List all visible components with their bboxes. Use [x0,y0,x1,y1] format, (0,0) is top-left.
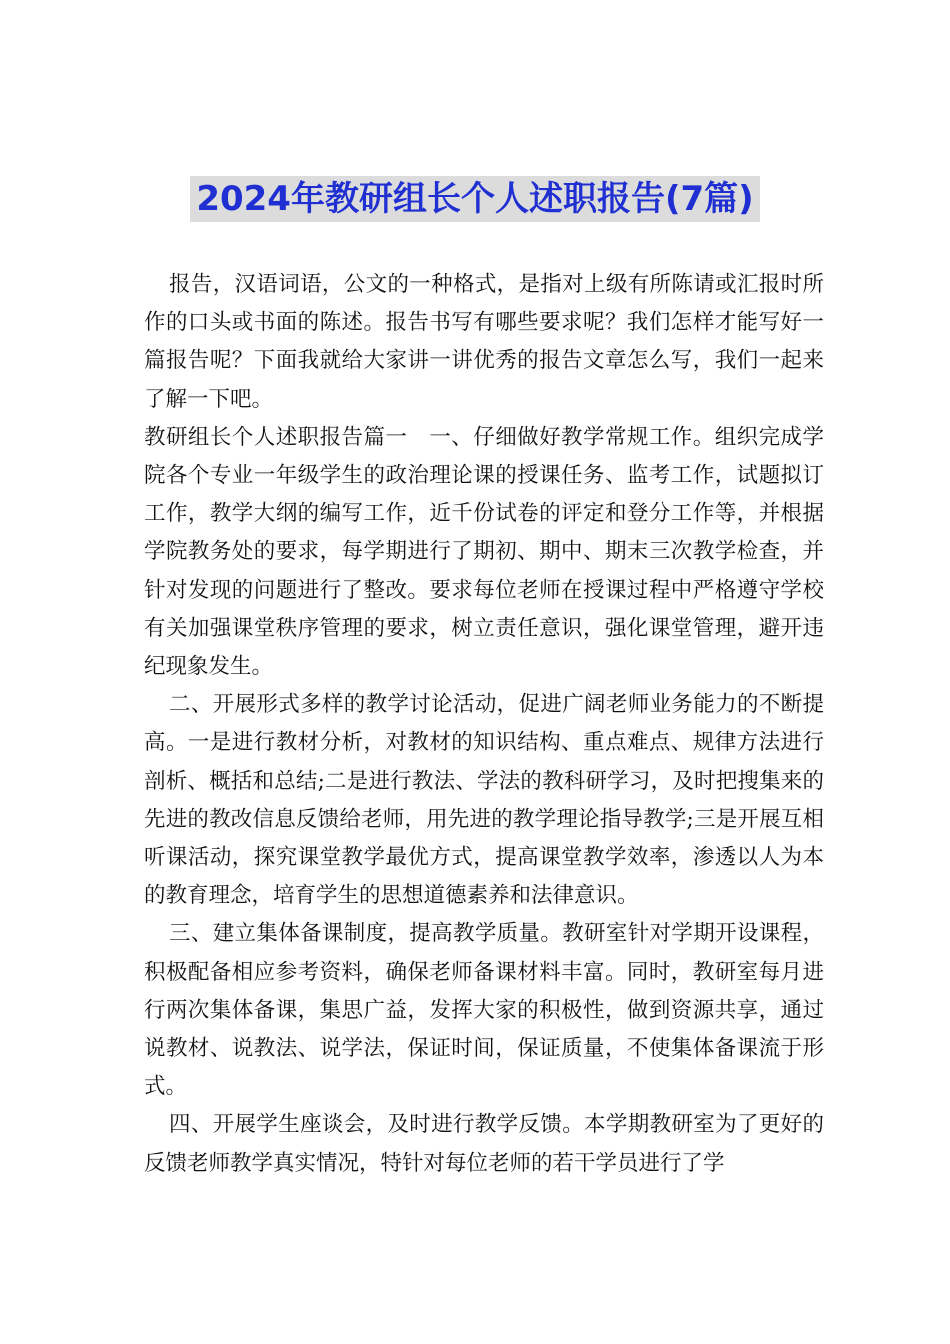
paragraph-intro: 报告，汉语词语，公文的一种格式，是指对上级有所陈请或汇报时所作的口头或书面的陈述。报告书写有哪些要求呢？我们怎样才能写好一篇报告呢？下面我就给大家讲一讲优秀的报告文章怎么写，我们一起来了解一下吧。 [144,272,824,412]
paragraph-section-3: 三、建立集体备课制度，提高教学质量。教研室针对学期开设课程，积极配备相应参考资料，确保老师备课材料丰富。同时，教研室每月进行两次集体备课，集思广益，发挥大家的积极性，做到资源共享，通过说教材、说教法、说学法，保证时间，保证质量，不使集体备课流于形式。 [144,921,824,1100]
document-body [144,266,824,1183]
document-title: 2024年教研组长个人述职报告(7篇) [190,176,759,222]
paragraph-section-4: 四、开展学生座谈会，及时进行教学反馈。本学期教研室为了更好的反馈老师教学真实情况，特针对每位老师的若干学员进行了学 [144,1112,824,1176]
title-container [0,176,950,222]
paragraph-section-2: 二、开展形式多样的教学讨论活动，促进广阔老师业务能力的不断提高。一是进行教材分析，对教材的知识结构、重点难点、规律方法进行剖析、概括和总结;二是进行教法、学法的教科研学习，及时把搜集来的先进的教改信息反馈给老师，用先进的教学理论指导教学;三是开展互相听课活动，探究课堂教学最优方式，提高课堂教学效率，渗透以人为本的教育理念，培育学生的思想道德素养和法律意识。 [144,692,824,909]
paragraph-section-1: 教研组长个人述职报告篇一 一、仔细做好教学常规工作。组织完成学院各个专业一年级学生的政治理论课的授课任务、监考工作，试题拟订工作，教学大纲的编写工作，近千份试卷的评定和登分工作等，并根据学院教务处的要求，每学期进行了期初、期中、期末三次教学检查，并针对发现的问题进行了整改。要求每位老师在授课过程中严格遵守学校有关加强课堂秩序管理的要求，树立责任意识，强化课堂管理，避开违纪现象发生。 [144,424,824,680]
